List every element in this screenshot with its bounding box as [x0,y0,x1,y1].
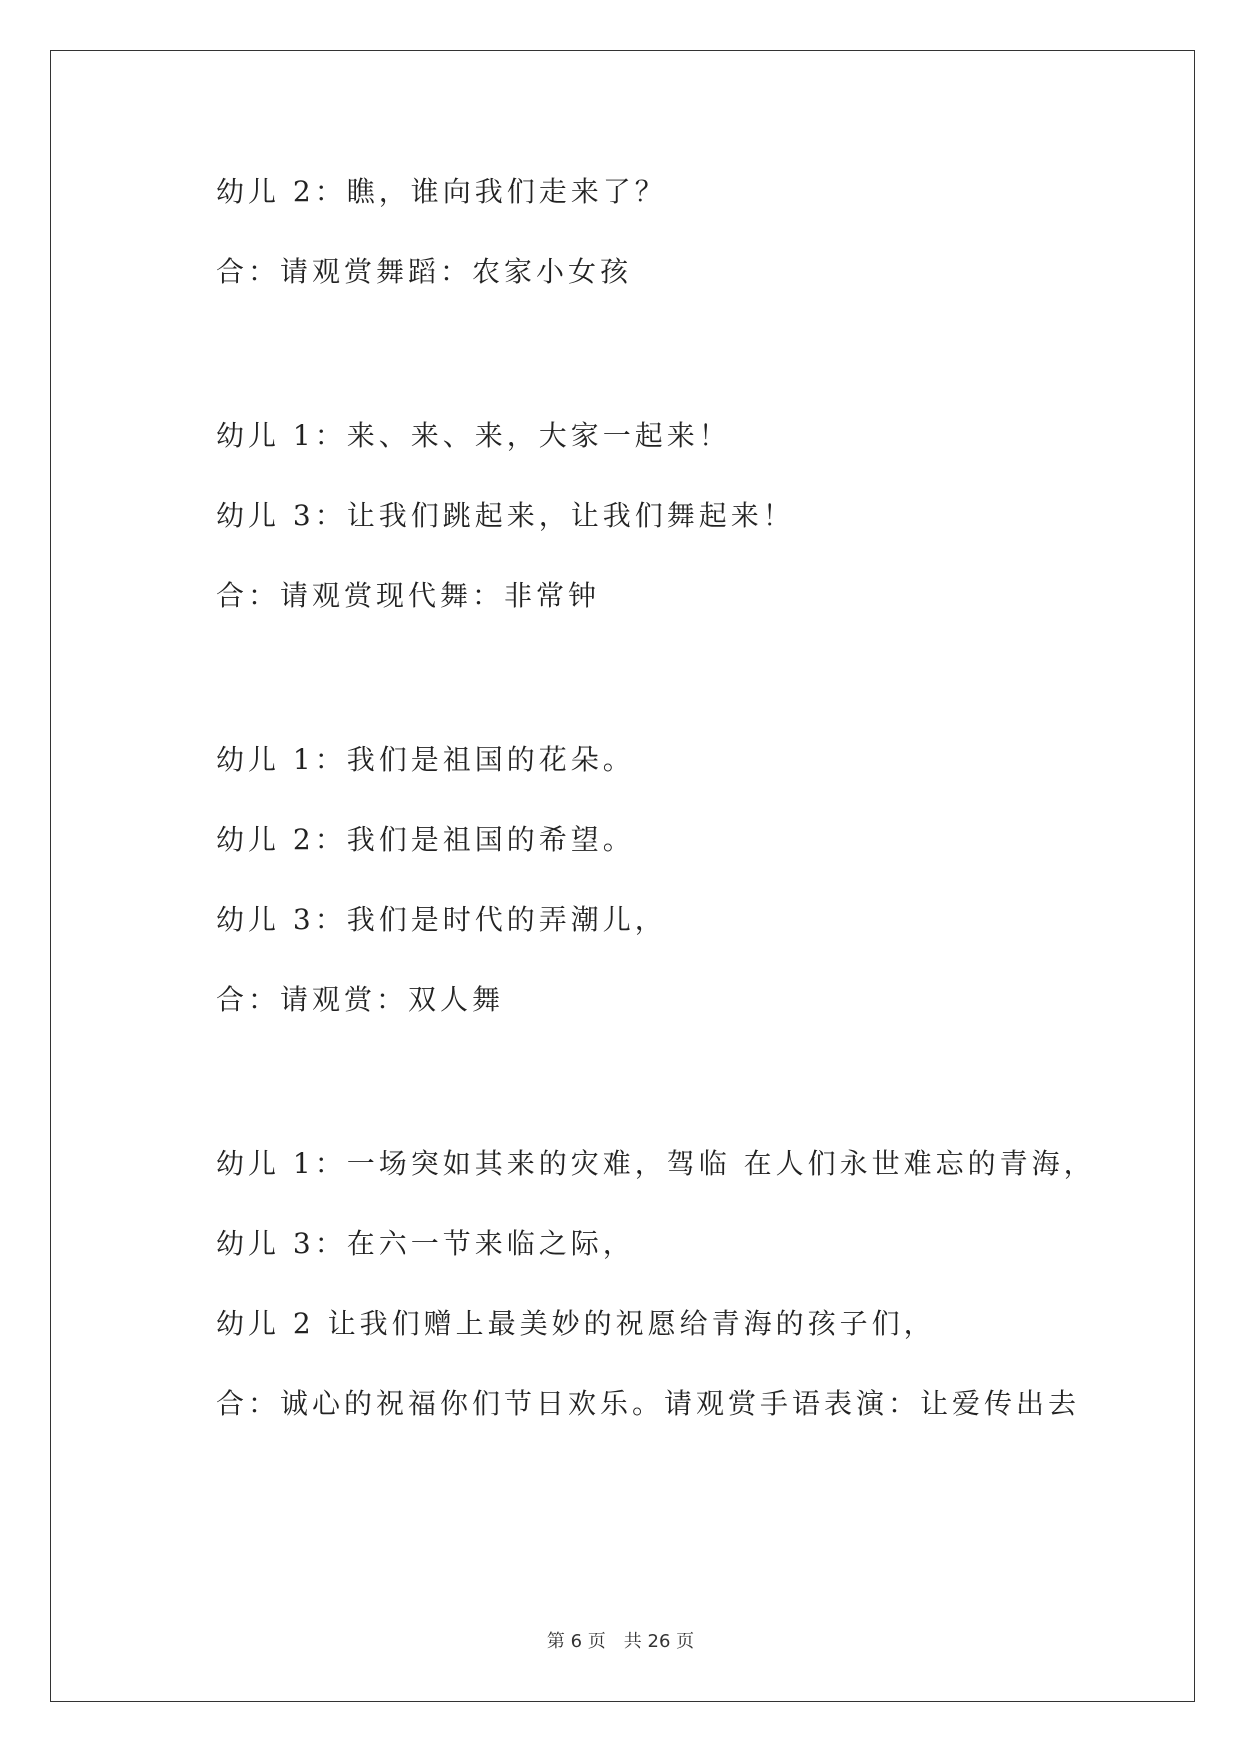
text-line-7: 幼儿 2：我们是祖国的希望。 [216,823,635,856]
text-line-4: 幼儿 3：让我们跳起来，让我们舞起来！ [216,499,795,532]
text-line-8: 幼儿 3：我们是时代的弄潮儿， [216,903,667,936]
text-line-12: 幼儿 2 让我们赠上最美妙的祝愿给青海的孩子们， [216,1307,936,1340]
text-line-9: 合：请观赏：双人舞 [216,983,505,1016]
text-line-3: 幼儿 1：来、来、来，大家一起来！ [216,419,731,452]
page-footer: 第 6 页 共 26 页 [546,1631,695,1652]
text-line-5: 合：请观赏现代舞：非常钟 [216,579,601,612]
text-line-1: 幼儿 2：瞧，谁向我们走来了？ [216,175,667,208]
text-line-6: 幼儿 1：我们是祖国的花朵。 [216,743,635,776]
text-line-11: 幼儿 3：在六一节来临之际， [216,1227,635,1260]
text-line-10: 幼儿 1：一场突如其来的灾难，驾临 在人们永世难忘的青海， [216,1147,1096,1180]
page-border [50,50,1195,1702]
text-line-2: 合：请观赏舞蹈：农家小女孩 [216,255,633,288]
text-line-13: 合：诚心的祝福你们节日欢乐。请观赏手语表演：让爱传出去 [216,1387,1081,1420]
